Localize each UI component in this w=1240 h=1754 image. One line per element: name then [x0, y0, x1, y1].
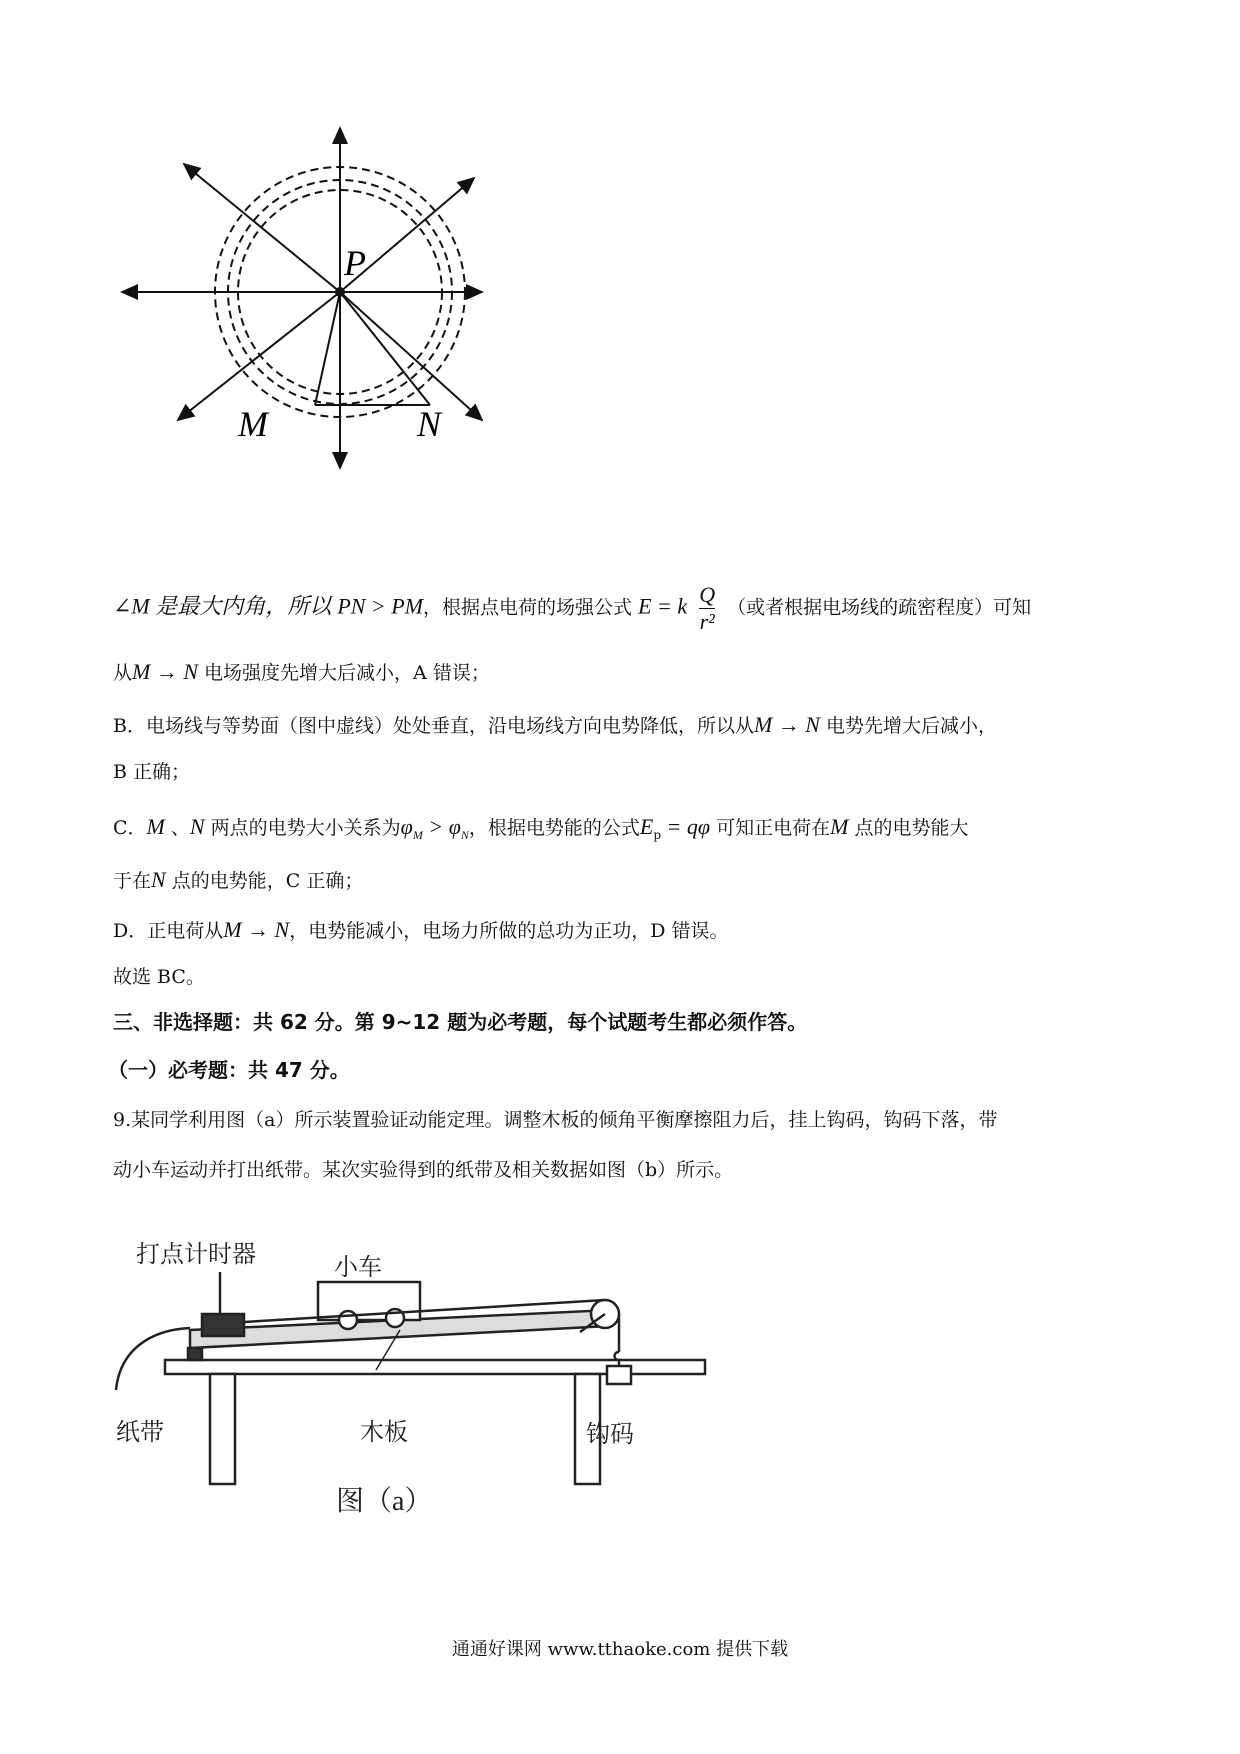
label-board: 木板 [360, 1420, 408, 1446]
text-field-density-note: （或者根据电场线的疏密程度）可知 [727, 596, 1032, 619]
text-option-c-result: 点的电势能，C 正确； [165, 870, 364, 892]
text-option-d: D．正电荷从 [113, 920, 224, 942]
text-line-1 [113, 582, 1031, 635]
text-option-b-result: B 正确； [113, 761, 191, 783]
symbol-e: E [639, 814, 654, 839]
symbol-gt: > [422, 814, 449, 839]
label-cart: 小车 [334, 1255, 382, 1281]
text-option-b: B．电场线与等势面（图中虚线）处处垂直，沿电场线方向电势降低，所以从 [113, 715, 754, 737]
label-m: M [238, 404, 268, 444]
text-line-4 [113, 760, 190, 784]
text-line-3 [113, 713, 997, 738]
text-option-d-result: ，电势能减小，电场力所做的总功为正功，D 错误。 [289, 920, 729, 942]
text-m-2: M [830, 814, 849, 839]
text-m-to-n-d: M → N [223, 917, 290, 942]
text-m: M [146, 814, 165, 839]
text-energy-formula-intro: ，根据电势能的公式 [468, 817, 640, 839]
label-n: N [417, 404, 442, 444]
sub-m: M [412, 827, 423, 842]
dot-timer [202, 1314, 244, 1336]
figure-a-caption: 图（a） [336, 1486, 433, 1517]
field-line-up-left [184, 164, 340, 292]
label-timer: 打点计时器 [136, 1242, 256, 1268]
text-m-to-n-b: M → N [753, 712, 820, 737]
text-line-6 [113, 868, 363, 893]
text-from: 从 [113, 662, 133, 684]
formula-q-phi: = qφ [661, 814, 711, 839]
table-leg-left [210, 1374, 235, 1484]
text-line-2 [113, 660, 490, 685]
symbol-phi-m: φ [400, 814, 413, 839]
apparatus-figure [110, 1220, 720, 1520]
text-option-c: C． [113, 817, 147, 839]
text-line-7 [113, 918, 729, 943]
question-9-line-2: 动小车运动并打出纸带。某次实验得到的纸带及相关数据如图（b）所示。 [113, 1159, 734, 1181]
text-answer: 故选 BC。 [113, 966, 205, 988]
formula-e-equals-k: E = k [638, 593, 688, 619]
field-line-down-right [340, 292, 482, 420]
question-9-line-1: 9.某同学利用图（a）所示装置验证动能定理。调整木板的倾角平衡摩擦阻力后，挂上钩码，钩码下落，带 [113, 1109, 998, 1131]
text-than-at: 于在 [113, 870, 152, 892]
footer-source: 通通好课网 www.tthaoke.com 提供下载 [451, 1639, 789, 1660]
cart-wheel-left [339, 1311, 357, 1329]
text-potential-relation: 两点的电势大小关系为 [204, 817, 401, 839]
fraction-numerator: Q [699, 582, 716, 607]
label-hook-weight: 钩码 [586, 1422, 634, 1448]
text-field-formula-intro: ，根据点电荷的场强公式 [423, 596, 633, 619]
fraction-denominator: r² [699, 609, 715, 634]
label-p: P [344, 243, 366, 283]
text-angle-m: ∠M 是最大内角，所以 [113, 593, 332, 619]
text-positive-charge: 可知正电荷在 [710, 817, 831, 839]
symbol-phi-n: φ [448, 814, 461, 839]
subsection-heading: （一）必考题：共 47 分。 [108, 1058, 350, 1082]
section-heading: 三、非选择题：共 62 分。第 9~12 题为必考题，每个试题考生都必须作答。 [113, 1010, 808, 1034]
text-m-to-n: M → N [132, 659, 199, 684]
text-energy-larger: 点的电势能大 [848, 817, 969, 839]
sub-n: N [460, 827, 469, 842]
text-pn-gt-pm: PN > PM [337, 593, 424, 619]
board-support [188, 1348, 202, 1360]
text-line-5 [113, 815, 968, 847]
point-p [335, 287, 345, 297]
text-option-b-tail: 电势先增大后减小， [819, 715, 998, 737]
text-n: N [189, 814, 205, 839]
text-comma: 、 [164, 817, 190, 839]
label-paper-tape: 纸带 [116, 1420, 164, 1446]
hook-weight [607, 1366, 631, 1384]
sub-p: p [653, 827, 662, 842]
text-option-a-result: 电场强度先增大后减小，A 错误； [198, 662, 490, 684]
text-n-2: N [151, 867, 166, 892]
formula-fraction [699, 582, 715, 635]
segment-pn [340, 292, 430, 405]
field-line-figure [110, 120, 550, 530]
